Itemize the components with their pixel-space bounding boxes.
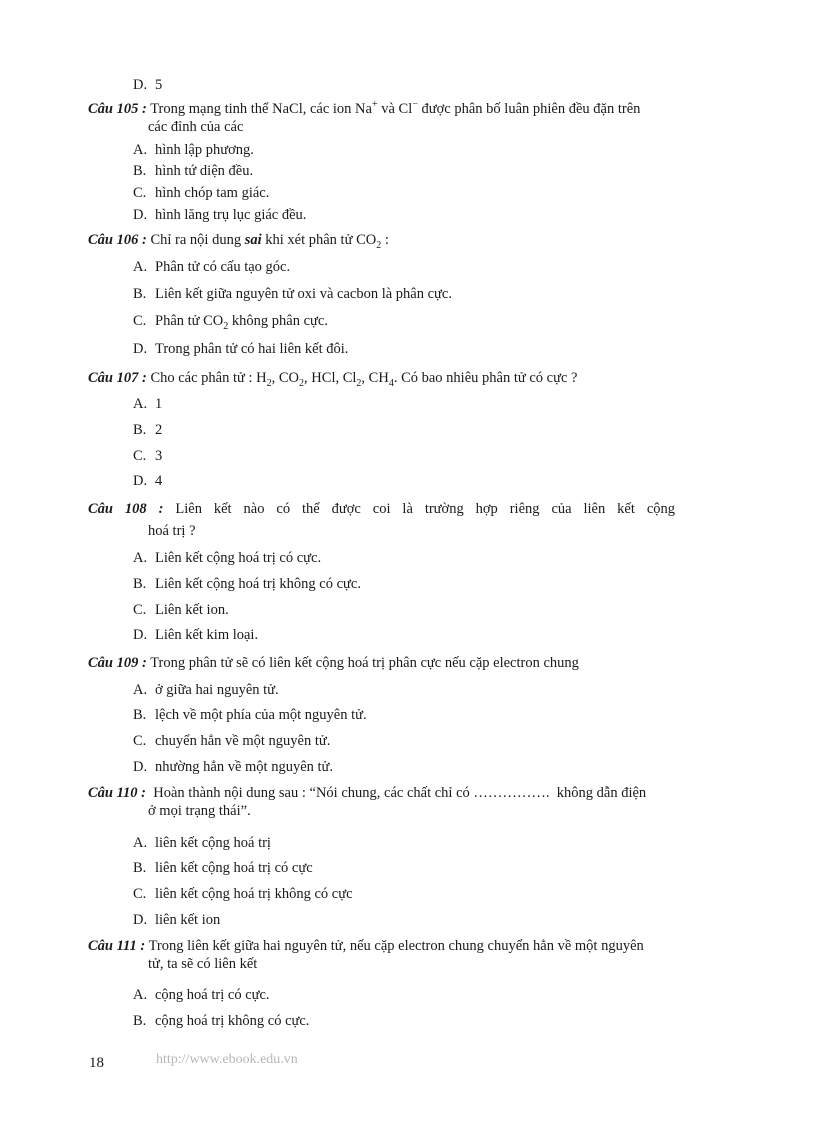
q109-option-d: D. nhường hẳn về một nguyên tử. [133, 759, 334, 775]
q104-option-d: D. 5 [133, 77, 163, 93]
q110-option-a: A. liên kết cộng hoá trị [133, 835, 271, 851]
q106-option-d: D. Trong phân tử có hai liên kết đôi. [133, 341, 349, 357]
footer-url: http://www.ebook.edu.vn [156, 1052, 298, 1067]
question-109: Câu 109 : Trong phân tử sẽ có liên kết cộng hoá trị phân cực nếu cặp electron chung [88, 655, 579, 671]
q105-option-d: D. hình lăng trụ lục giác đều. [133, 207, 307, 223]
q107-option-a: A. 1 [133, 396, 163, 412]
question-105: Câu 105 : Trong mạng tinh thể NaCl, các ion Na+ và Cl− được phân bố luân phiên đều đặn trên các đỉnh của các [88, 99, 641, 135]
q105-option-c: C. hình chóp tam giác. [133, 185, 270, 201]
q109-option-b: B. lệch về một phía của một nguyên tử. [133, 707, 367, 723]
q108-option-a: A. Liên kết cộng hoá trị có cực. [133, 550, 322, 566]
q110-option-b: B. liên kết cộng hoá trị có cực [133, 860, 313, 876]
q108-option-b: B. Liên kết cộng hoá trị không có cực. [133, 576, 361, 592]
q105-option-b: B. hình tứ diện đều. [133, 163, 254, 179]
q109-option-a: A. ở giữa hai nguyên tử. [133, 682, 279, 698]
q110-option-c: C. liên kết cộng hoá trị không có cực [133, 886, 353, 902]
q106-option-a: A. Phân tử có cấu tạo góc. [133, 259, 291, 275]
q108-option-c: C. Liên kết ion. [133, 602, 229, 618]
question-106: Câu 106 : Chỉ ra nội dung sai khi xét phân tử $CO_2$ : [88, 232, 389, 251]
question-107: Câu 107 : Cho các phân tử : $H_2$, $CO_2$, HCl, $Cl_2$, $CH_4$. Có bao nhiêu phân tử có cực ? [88, 370, 578, 389]
q110-option-d: D. liên kết ion [133, 912, 221, 928]
question-108-cont: hoá trị ? [148, 523, 196, 539]
q109-option-c: C. chuyển hẳn về một nguyên tử. [133, 733, 331, 749]
q108-option-d: D. Liên kết kim loại. [133, 627, 259, 643]
q111-option-a: A. cộng hoá trị có cực. [133, 987, 270, 1003]
q111-option-b: B. cộng hoá trị không có cực. [133, 1013, 310, 1029]
q106-option-b: B. Liên kết giữa nguyên tử oxi và cacbon là phân cực. [133, 286, 452, 302]
question-108: Câu 108 : Liên kết nào có thể được coi là trường hợp riêng của liên kết cộng [88, 501, 676, 517]
q107-option-b: B. 2 [133, 422, 163, 438]
page-number: 18 [89, 1055, 104, 1071]
q107-option-c: C. 3 [133, 448, 163, 464]
q106-option-c: C. Phân tử $CO_2$ không phân cực. [133, 313, 328, 332]
question-110: Câu 110 : Hoàn thành nội dung sau : “Nói chung, các chất chỉ có ……………. không dẫn điện ở mọi trạng thái”. [88, 785, 647, 819]
q105-option-a: A. hình lập phương. [133, 142, 254, 158]
q107-option-d: D. 4 [133, 473, 163, 489]
question-111: Câu 111 : Trong liên kết giữa hai nguyên tử, nếu cặp electron chung chuyển hẳn về một nguyên tử, ta sẽ có liên kết [88, 938, 644, 972]
